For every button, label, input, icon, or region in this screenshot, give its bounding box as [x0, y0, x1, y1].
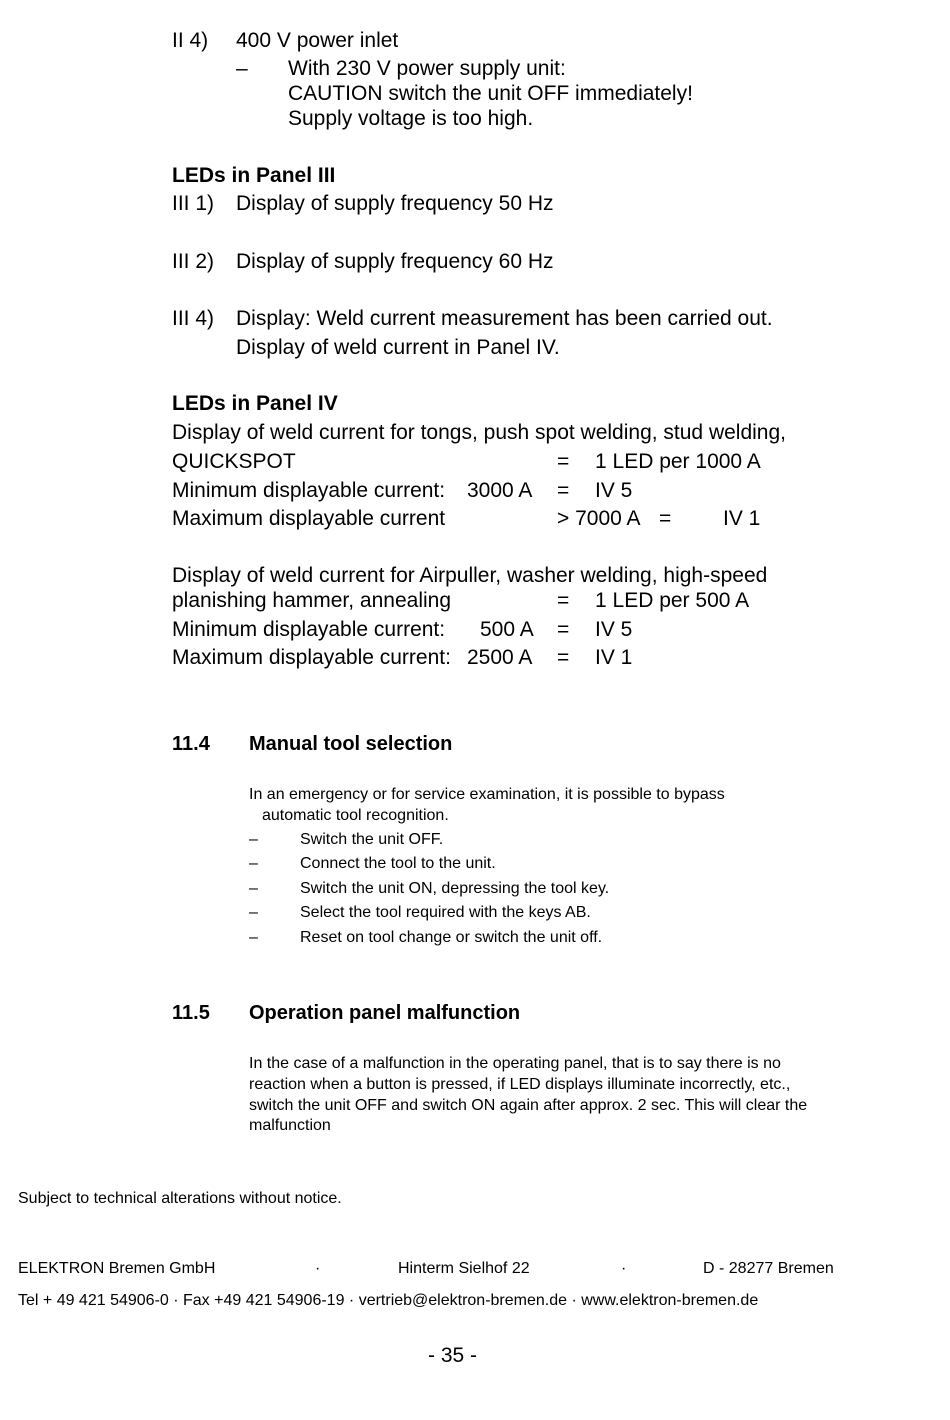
- section-title: Manual tool selection: [249, 733, 453, 755]
- dash: –: [236, 57, 248, 80]
- group2-intro: Display of weld current for Airpuller, washer welding, high-speed: [172, 564, 768, 587]
- item-number: III 1): [172, 192, 215, 215]
- contact-line: Tel + 49 421 54906-0 · Fax +49 421 54906-19 · vertrieb@elektron-bremen.de · www.elektron-bremen.de: [18, 1292, 759, 1309]
- section-number: 11.5: [172, 1002, 210, 1024]
- step-dash: –: [249, 855, 258, 872]
- row-equals: =: [557, 479, 570, 502]
- step-text: Switch the unit OFF.: [300, 831, 444, 848]
- step-dash: –: [249, 880, 258, 897]
- group1-intro: Display of weld current for tongs, push spot welding, stud welding,: [172, 421, 786, 444]
- step-text: Reset on tool change or switch the unit off.: [300, 929, 603, 946]
- separator-dot: ·: [621, 1260, 627, 1277]
- step-dash: –: [249, 929, 258, 946]
- row-equals: =: [659, 507, 672, 530]
- item-text: Display of weld current in Panel IV.: [236, 336, 560, 359]
- step-text: Connect the tool to the unit.: [300, 855, 496, 872]
- city-address: D - 28277 Bremen: [703, 1260, 834, 1277]
- section-title: Operation panel malfunction: [249, 1002, 521, 1024]
- step-text: Select the tool required with the keys AB.: [300, 904, 591, 921]
- item-text: Display of supply frequency 50 Hz: [236, 192, 554, 215]
- row-label: Maximum displayable current:: [172, 646, 451, 669]
- body-line: malfunction: [249, 1117, 331, 1134]
- row-value: 1 LED per 1000 A: [595, 450, 761, 473]
- row-label: planishing hammer, annealing: [172, 589, 452, 612]
- row-label: QUICKSPOT: [172, 450, 296, 473]
- body-line: reaction when a button is pressed, if LED displays illuminate incorrectly, etc.,: [249, 1076, 791, 1093]
- company-name: ELEKTRON Bremen GmbH: [18, 1260, 216, 1277]
- row-value: 1 LED per 500 A: [595, 589, 750, 612]
- caution-line: With 230 V power supply unit:: [288, 57, 566, 80]
- row-value: IV 5: [595, 479, 633, 502]
- item-number: II 4): [172, 29, 209, 52]
- row-label: Minimum displayable current:: [172, 479, 446, 502]
- intro-line: In an emergency or for service examination, it is possible to bypass: [249, 786, 725, 803]
- body-line: In the case of a malfunction in the operating panel, that is to say there is no: [249, 1055, 781, 1072]
- step-dash: –: [249, 904, 258, 921]
- row-equals: =: [557, 450, 570, 473]
- item-text: Display: Weld current measurement has been carried out.: [236, 307, 773, 330]
- item-text: Display of supply frequency 60 Hz: [236, 250, 554, 273]
- row-amount: > 7000 A: [557, 507, 641, 530]
- row-equals: =: [557, 618, 570, 641]
- panel4-heading: LEDs in Panel IV: [172, 392, 338, 415]
- step-text: Switch the unit ON, depressing the tool key.: [300, 880, 610, 897]
- row-equals: =: [557, 646, 570, 669]
- item-text: 400 V power inlet: [236, 29, 399, 52]
- body-line: switch the unit OFF and switch ON again after approx. 2 sec. This will clear the: [249, 1097, 808, 1114]
- section-number: 11.4: [172, 733, 210, 755]
- row-amount: 3000 A: [467, 479, 533, 502]
- row-label: Maximum displayable current: [172, 507, 446, 530]
- row-value: IV 1: [595, 646, 633, 669]
- street-address: Hinterm Sielhof 22: [398, 1260, 530, 1277]
- row-equals: =: [557, 589, 570, 612]
- page-number: - 35 -: [428, 1344, 478, 1367]
- item-number: III 2): [172, 250, 215, 273]
- item-number: III 4): [172, 307, 215, 330]
- row-label: Minimum displayable current:: [172, 618, 446, 641]
- row-value: IV 1: [723, 507, 761, 530]
- notice: Subject to technical alterations without notice.: [18, 1190, 342, 1207]
- separator-dot: ·: [315, 1260, 321, 1277]
- row-amount: 500 A: [480, 618, 534, 641]
- panel3-heading: LEDs in Panel III: [172, 164, 336, 187]
- caution-line: CAUTION switch the unit OFF immediately!: [288, 82, 693, 105]
- caution-line: Supply voltage is too high.: [288, 107, 534, 130]
- intro-line: automatic tool recognition.: [262, 807, 449, 824]
- row-amount: 2500 A: [467, 646, 533, 669]
- row-value: IV 5: [595, 618, 633, 641]
- step-dash: –: [249, 831, 258, 848]
